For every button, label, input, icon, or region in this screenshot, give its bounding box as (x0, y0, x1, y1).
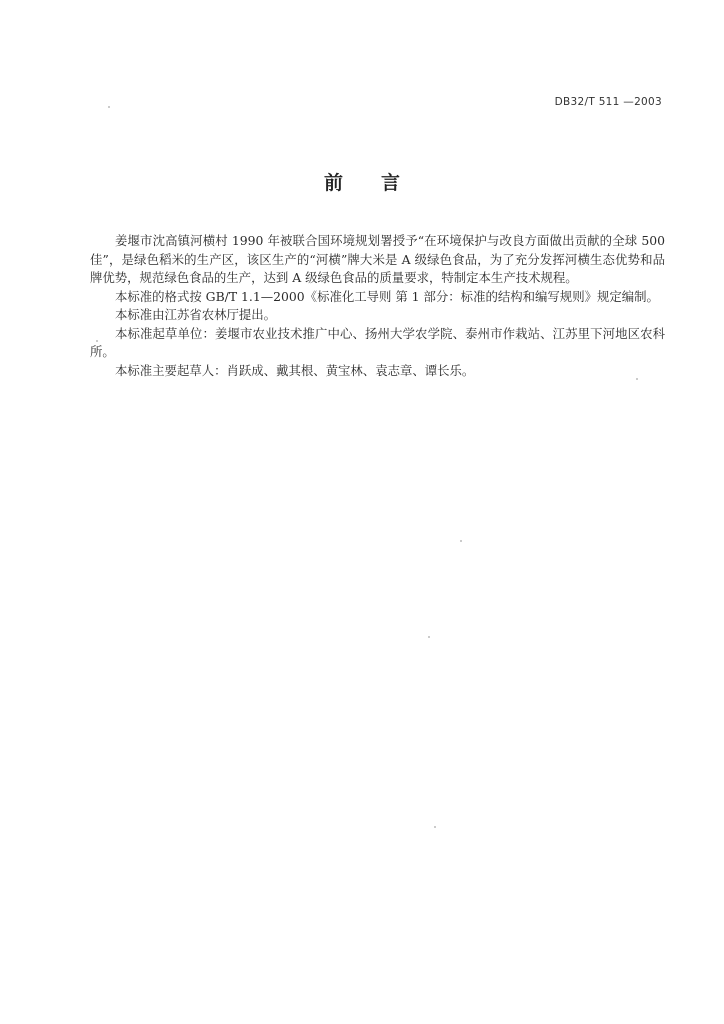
paragraph-format: 本标准的格式按 GB/T 1.1—2000《标准化工导则 第 1 部分：标准的结构和编写规则》规定编制。 (115, 288, 659, 304)
scan-speck (434, 826, 436, 828)
scan-speck (96, 340, 98, 342)
paragraph-drafting-units: 本标准起草单位：姜堰市农业技术推广中心、扬州大学农学院、泰州市作栽站、江苏里下河地区农科所。 (90, 325, 665, 359)
page-title (0, 168, 724, 195)
title-char-1: 前 (323, 172, 343, 194)
standard-code: DB32/T 511 —2003 (554, 96, 662, 108)
paragraph-drafters: 本标准主要起草人：肖跃成、戴其根、黄宝林、袁志章、谭长乐。 (115, 362, 475, 378)
scan-speck (636, 378, 638, 380)
paragraph-proposer: 本标准由江苏省农林厅提出。 (115, 307, 277, 322)
scan-speck (108, 106, 110, 108)
scan-speck (460, 540, 462, 542)
title-char-2: 言 (381, 172, 401, 194)
foreword-body (90, 232, 665, 380)
scan-speck (428, 636, 430, 638)
paragraph-intro: 姜堰市沈高镇河横村 1990 年被联合国环境规划署授予“在环境保护与改良方面做出贡献的全球 500 佳”，是绿色稻米的生产区，该区生产的“河横”牌大米是 A 级绿色食品，为了充分发挥河横生态优势和品牌优势，规范绿色食品的生产，达到 A 级绿色食品的质量要求，特制定本生产技术规程。 (90, 233, 666, 285)
